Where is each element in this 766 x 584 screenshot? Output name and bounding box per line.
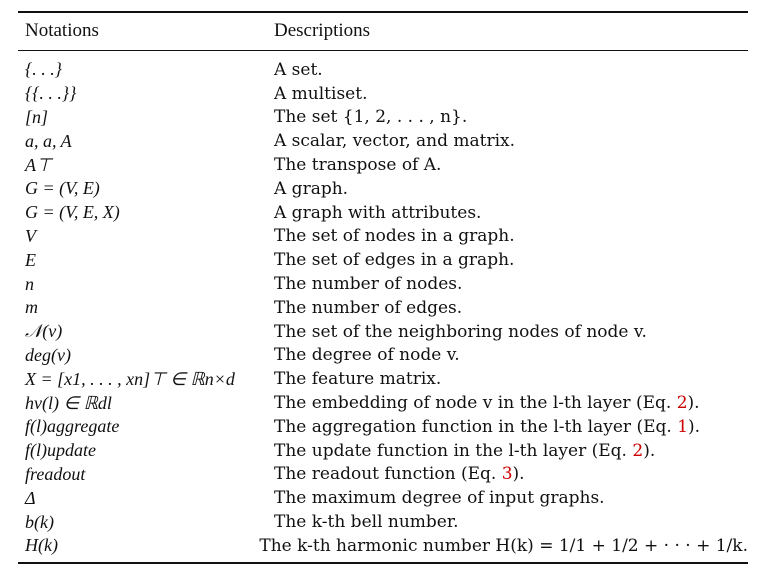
table-row (18, 272, 748, 296)
equation-ref-link[interactable]: 1 (677, 416, 689, 437)
description-text: The aggregation function in the l-th layer (Eq. (274, 416, 678, 437)
bottom-rule (18, 562, 748, 564)
table-row (18, 106, 748, 130)
header-notations: Notations (25, 20, 99, 41)
table-row (18, 534, 748, 558)
description-cell (259, 536, 748, 556)
table-row (18, 58, 748, 82)
description-text: The readout function (Eq. (274, 464, 502, 485)
description-text: A scalar, vector, and matrix. (274, 131, 516, 152)
table-row (18, 201, 748, 225)
equation-ref-link[interactable]: 2 (676, 393, 688, 414)
table-header (18, 13, 748, 42)
notation-cell: G = (V, E) (25, 178, 100, 199)
description-cell (274, 488, 748, 508)
description-text: The maximum degree of input graphs. (274, 488, 605, 509)
notation-cell: m (25, 297, 38, 318)
equation-ref-link[interactable]: 3 (501, 464, 513, 485)
description-cell (274, 60, 748, 80)
header-descriptions: Descriptions (274, 20, 371, 41)
notation-cell: n (25, 273, 34, 294)
notation-cell: b(k) (25, 511, 54, 532)
description-cell (274, 298, 748, 318)
notation-cell: freadout (25, 463, 86, 484)
description-cell (274, 203, 748, 223)
table-row (18, 153, 748, 177)
table-row (18, 320, 748, 344)
table-row (18, 177, 748, 201)
table-row (18, 225, 748, 249)
notation-cell: {{. . .}} (25, 83, 77, 104)
table-row (18, 344, 748, 368)
table-row (18, 486, 748, 510)
notation-cell: hv(l) ∈ ℝdl (25, 392, 112, 413)
table-row (18, 129, 748, 153)
description-text: The k-th harmonic number H(k) = 1/1 + 1/2 + · · · + 1/k. (259, 535, 748, 556)
description-cell (274, 369, 748, 389)
description-text: A set. (274, 59, 323, 80)
notation-cell: Δ (25, 487, 36, 508)
table-row (18, 391, 748, 415)
description-cell (274, 393, 748, 413)
description-cell (274, 155, 748, 175)
description-cell (274, 417, 748, 437)
description-cell (274, 345, 748, 365)
notation-cell: E (25, 249, 36, 270)
notation-cell: G = (V, E, X) (25, 202, 120, 223)
notation-cell: {. . .} (25, 59, 62, 80)
description-text: The degree of node v. (274, 345, 460, 366)
description-text: The set of the neighboring nodes of node v. (274, 321, 647, 342)
description-text: The set of edges in a graph. (274, 250, 515, 271)
description-cell (274, 226, 748, 246)
table-body (18, 58, 748, 558)
description-cell (274, 274, 748, 294)
description-cell (274, 131, 748, 151)
description-tail: ). (687, 393, 700, 414)
notation-cell: H(k) (25, 535, 58, 556)
description-cell (274, 464, 748, 484)
equation-ref-link[interactable]: 2 (632, 440, 644, 461)
description-cell (274, 84, 748, 104)
description-text: The set {1, 2, . . . , n}. (274, 107, 468, 128)
table-row (18, 248, 748, 272)
notation-cell: 𝒩(v) (25, 321, 63, 342)
table-row (18, 415, 748, 439)
table-row (18, 510, 748, 534)
description-text: The transpose of A. (274, 155, 442, 176)
description-text: A multiset. (274, 83, 368, 104)
table-row (18, 439, 748, 463)
description-tail: ). (512, 464, 525, 485)
notation-cell: X = [x1, . . . , xn]⊤ ∈ ℝn×d (25, 368, 235, 389)
description-text: A graph with attributes. (274, 202, 482, 223)
description-cell (274, 322, 748, 342)
notation-cell: f(l)aggregate (25, 416, 120, 437)
notation-table (18, 11, 748, 564)
description-cell (274, 441, 748, 461)
notation-cell: a, a, A (25, 130, 72, 151)
description-cell (274, 179, 748, 199)
description-cell (274, 250, 748, 270)
description-text: A graph. (274, 178, 349, 199)
description-text: The update function in the l-th layer (Eq. (274, 440, 633, 461)
description-text: The k-th bell number. (274, 512, 459, 533)
notation-cell: f(l)update (25, 440, 96, 461)
notation-cell: deg(v) (25, 344, 71, 365)
description-cell (274, 107, 748, 127)
table-row (18, 367, 748, 391)
table-row (18, 82, 748, 106)
notation-cell: A⊤ (25, 154, 52, 175)
description-tail: ). (643, 440, 656, 461)
description-cell (274, 512, 748, 532)
description-tail: ). (688, 416, 701, 437)
description-text: The set of nodes in a graph. (274, 226, 515, 247)
notation-cell: V (25, 225, 36, 246)
description-text: The number of edges. (274, 297, 463, 318)
notation-cell: [n] (25, 106, 49, 127)
description-text: The number of nodes. (274, 274, 463, 295)
header-rule (18, 50, 748, 51)
description-text: The embedding of node v in the l-th layer (Eq. (274, 393, 677, 414)
table-row (18, 296, 748, 320)
description-text: The feature matrix. (274, 369, 442, 390)
table-row (18, 463, 748, 487)
